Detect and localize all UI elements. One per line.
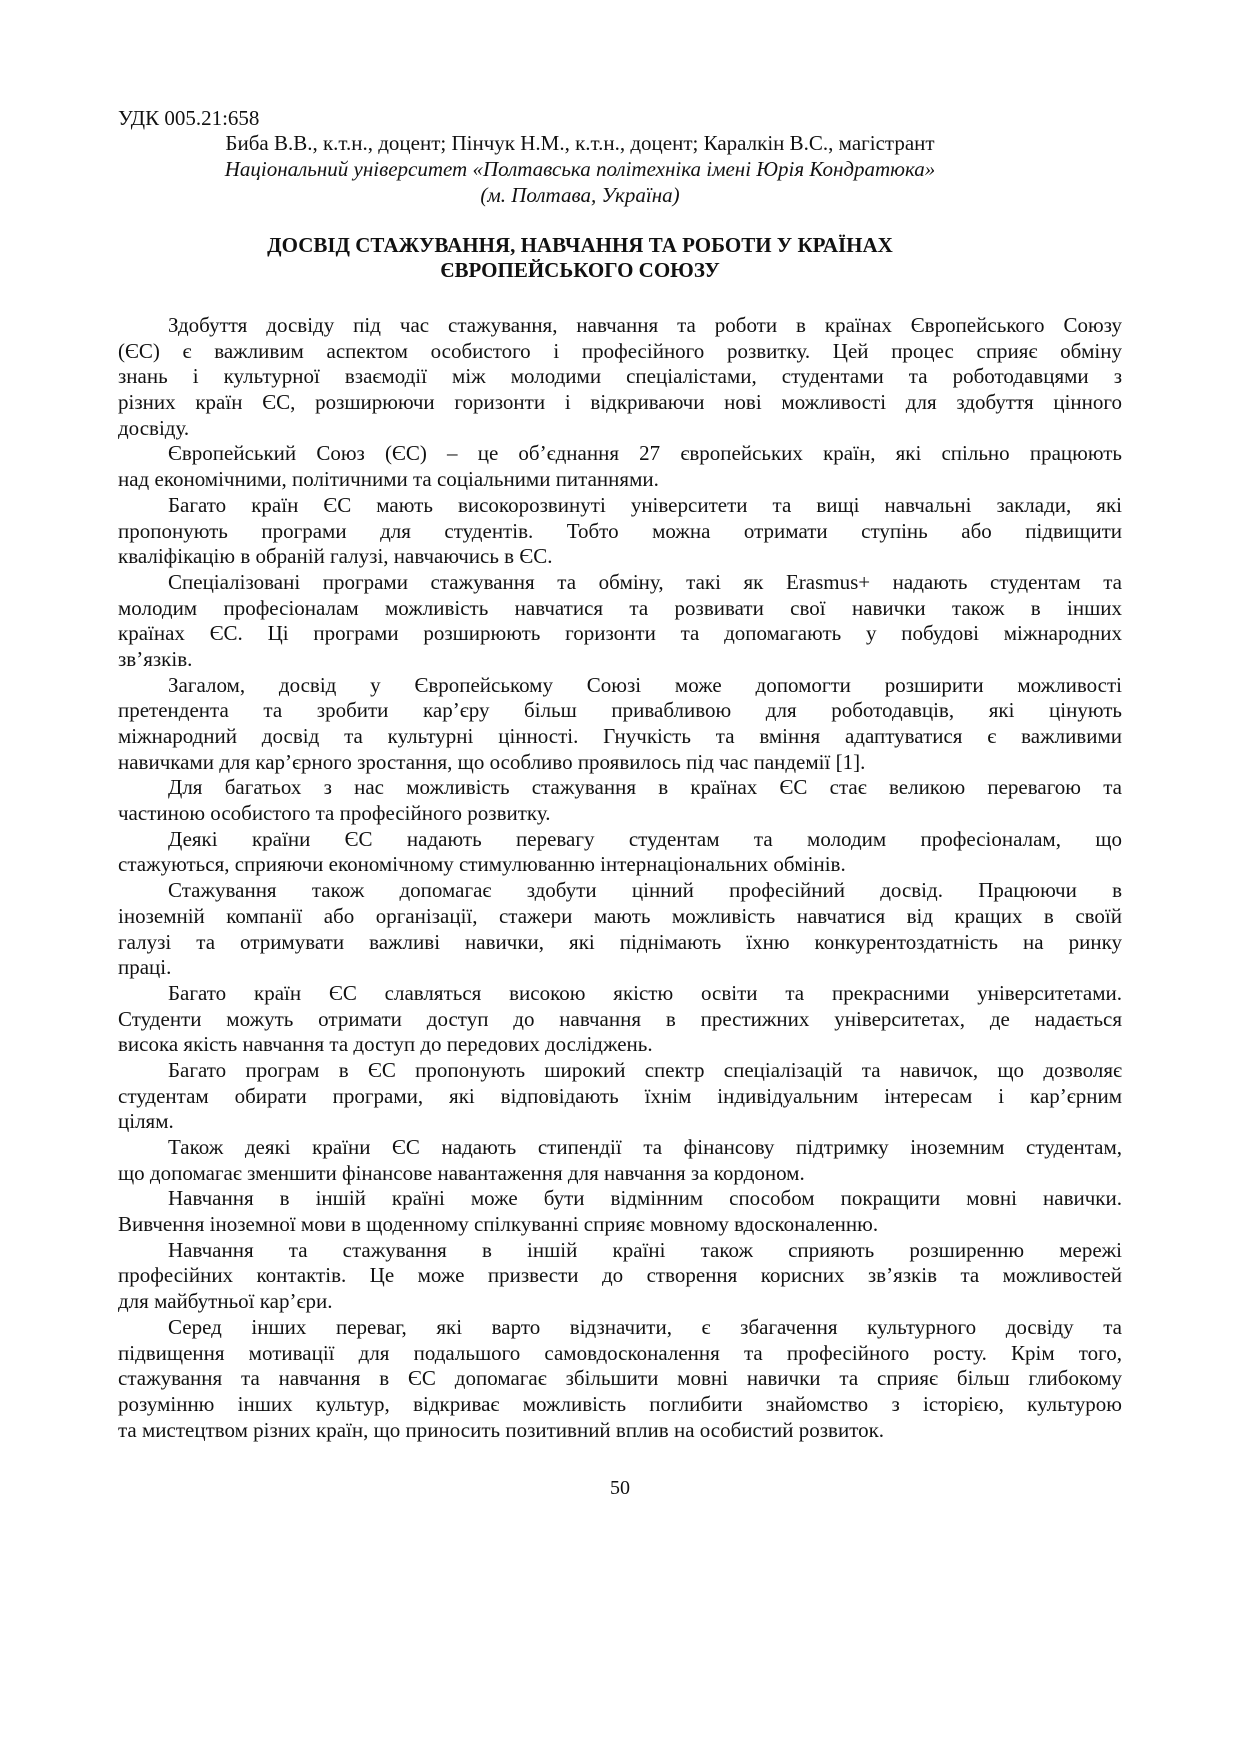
paragraph-line: Для багатьох з нас можливість стажування в країнах ЄС стає великою перевагою та (168, 775, 1122, 800)
paragraph (118, 878, 1122, 981)
paragraph (118, 493, 1122, 570)
paragraph (118, 981, 1122, 1058)
institution: Національний університет «Полтавська політехніка імені Юрія Кондратюка» (224, 157, 936, 181)
paragraph-line: стажуються, сприяючи економічному стимулюванню інтернаціональних обмінів. (118, 852, 846, 877)
paragraph-line: Багато країн ЄС мають високорозвинуті університети та вищі навчальні заклади, які (168, 492, 1122, 517)
paragraph-line: та мистецтвом різних країн, що приносить позитивний вплив на особистий розвиток. (118, 1417, 885, 1442)
paragraph (118, 1315, 1122, 1443)
paragraph-line: Також деякі країни ЄС надають стипендії та фінансову підтримку іноземним студентам, (168, 1135, 1122, 1159)
paragraph-line: (ЄС) є важливим аспектом особистого і професійного розвитку. Цей процес сприяє обміну (118, 338, 1122, 363)
paragraph (118, 1238, 1122, 1315)
paragraph-line: Вивчення іноземної мови в щоденному спілкуванні сприяє мовному вдосконаленню. (118, 1212, 879, 1237)
paragraph-line: претендента та зробити кар’єру більш привабливою для роботодавців, які цінують (118, 698, 1122, 723)
paragraph-line: різних країн ЄС, розширюючи горизонти і відкриваючи нові можливості для здобуття цінного (118, 390, 1122, 415)
paragraph-line: для майбутньої кар’єри. (118, 1289, 333, 1314)
paragraph-line: міжнародний досвід та культурні цінності. Гнучкість та вміння адаптуватися є важливими (118, 724, 1122, 748)
paragraph-line: праці. (118, 955, 172, 980)
paragraph-line: галузі та отримувати важливі навички, які піднімають їхню конкурентоздатність на ринку (118, 929, 1122, 954)
paragraph-line: Студенти можуть отримати доступ до навчання в престижних університетах, де надається (118, 1006, 1122, 1031)
page-number: 50 (610, 1477, 630, 1499)
paragraph-line: підвищення мотивації для подальшого самовдосконалення та професійного росту. Крім того, (118, 1340, 1122, 1365)
paragraph-line: знань і культурної взаємодії між молодими спеціалістами, студентами та роботодавцями з (118, 364, 1122, 389)
paragraph-line: Деякі країни ЄС надають перевагу студентам та молодим професіоналам, що (168, 826, 1122, 851)
paragraph-line: пропонують програми для студентів. Тобто можна отримати ступінь або підвищити (118, 518, 1122, 543)
paragraph-line: зв’язків. (118, 646, 193, 671)
paragraph (118, 1186, 1122, 1237)
article-title-line-2: ЄВРОПЕЙСЬКОГО СОЮЗУ (440, 258, 720, 282)
article-title-line-1: ДОСВІД СТАЖУВАННЯ, НАВЧАННЯ ТА РОБОТИ У КРАЇНАХ (267, 233, 893, 257)
paragraph (118, 827, 1122, 878)
paragraph-line: Загалом, досвід у Європейському Союзі може допомогти розширити можливості (168, 672, 1122, 697)
paragraph-line: що допомагає зменшити фінансове навантаження для навчання за кордоном. (118, 1160, 805, 1185)
paragraph-line: студентам обирати програми, які відповідають їхнім індивідуальним інтересам і кар’єрним (118, 1083, 1122, 1108)
paragraph (118, 441, 1122, 492)
paragraph-line: Навчання та стажування в іншій країні також сприяють розширенню мережі (168, 1237, 1122, 1262)
paragraph-line: висока якість навчання та доступ до передових досліджень. (118, 1032, 653, 1057)
paragraph-line: над економічними, політичними та соціальними питаннями. (118, 467, 659, 492)
paragraph-line: частиною особистого та професійного розвитку. (118, 801, 551, 826)
paragraph-line: іноземній компанії або організації, стажери мають можливість навчатися від кращих в своїй (118, 903, 1122, 928)
paragraph-line: Стажування також допомагає здобути цінний професійний досвід. Працюючи в (168, 878, 1122, 903)
paragraph (118, 1058, 1122, 1135)
city: (м. Полтава, Україна) (480, 183, 680, 207)
paragraph (118, 313, 1122, 441)
authors: Биба В.В., к.т.н., доцент; Пінчук Н.М., к.т.н., доцент; Каралкін В.С., магістрант (225, 131, 935, 155)
paragraph-line: Серед інших переваг, які варто відзначити, є збагачення культурного досвіду та (168, 1314, 1122, 1339)
paragraph-line: Навчання в іншій країні може бути відмінним способом покращити мовні навички. (168, 1186, 1122, 1211)
paragraph-line: цілям. (118, 1109, 174, 1134)
paragraph (118, 673, 1122, 776)
paragraph-line: розумінню інших культур, відкриває можливість поглибити знайомство з історією, культурою (118, 1391, 1122, 1416)
paragraph-line: Багато програм в ЄС пропонують широкий спектр спеціалізацій та навичок, що дозволяє (168, 1057, 1122, 1082)
paragraph-line: країнах ЄС. Ці програми розширюють горизонти та допомагають у побудові міжнародних (118, 621, 1122, 646)
paragraph-line: досвіду. (118, 415, 190, 440)
paragraph (118, 570, 1122, 673)
paragraph (118, 775, 1122, 826)
article-body (118, 313, 1122, 1443)
paragraph-line: стажування та навчання в ЄС допомагає збільшити мовні навички та сприяє більш глибокому (118, 1366, 1122, 1391)
paragraph-line: Спеціалізовані програми стажування та обміну, такі як Erasmus+ надають студентам та (168, 569, 1122, 594)
paragraph-line: Багато країн ЄС славляться високою якістю освіти та прекрасними університетами. (168, 980, 1122, 1005)
paragraph-line: молодим професіоналам можливість навчатися та розвивати свої навички також в інших (118, 595, 1122, 620)
paragraph-line: Європейський Союз (ЄС) – це об’єднання 27 європейських країн, які спільно працюють (168, 441, 1122, 466)
udc-code: УДК 005.21:658 (118, 106, 260, 130)
paragraph (118, 1135, 1122, 1186)
paragraph-line: Здобуття досвіду під час стажування, навчання та роботи в країнах Європейського Союзу (168, 313, 1122, 337)
paragraph-line: професійних контактів. Це може призвести до створення корисних зв’язків та можливостей (118, 1263, 1122, 1288)
paragraph-line: навичками для кар’єрного зростання, що особливо проявилось під час пандемії [1]. (118, 749, 866, 774)
paragraph-line: кваліфікацію в обраній галузі, навчаючись в ЄС. (118, 544, 553, 569)
